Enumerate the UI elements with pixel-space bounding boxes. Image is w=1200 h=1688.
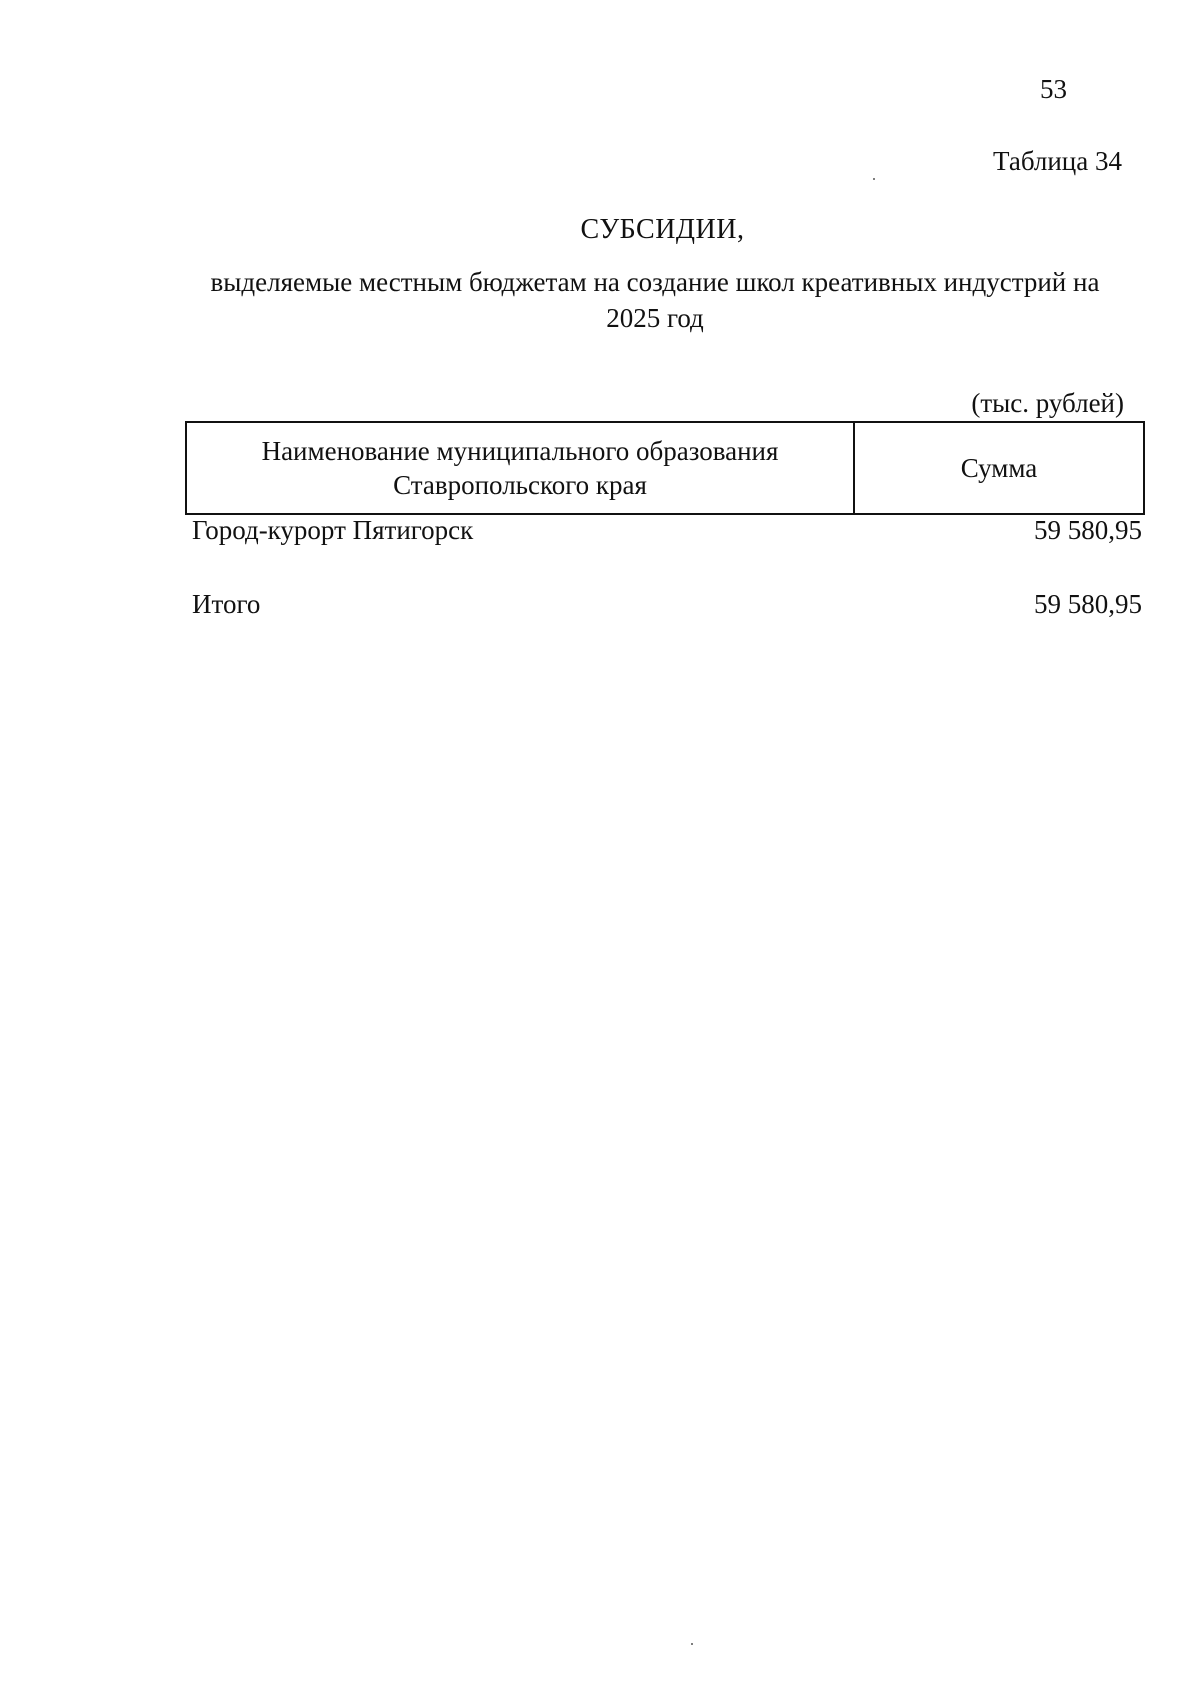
table-header-row <box>186 422 1144 514</box>
table-spacer-row <box>186 561 1144 589</box>
table-label: Таблица 34 <box>993 146 1122 176</box>
units-label: (тыс. рублей) <box>971 388 1124 418</box>
page-number: 53 <box>1040 74 1067 104</box>
total-row <box>186 589 1144 635</box>
row-sum-value: 59 580,95 <box>1034 515 1142 545</box>
total-label: Итого <box>192 589 261 619</box>
table-row <box>186 514 1144 561</box>
column-header-municipality: Наименование муниципального образования Ставропольского края <box>186 422 854 514</box>
spacer-cell <box>186 561 854 589</box>
column-header-sum: Сумма <box>854 422 1144 514</box>
scan-speck <box>873 178 875 180</box>
subsidies-table <box>185 421 1145 635</box>
row-municipality-name: Город-курорт Пятигорск <box>192 515 474 545</box>
document-title: СУБСИДИИ, <box>580 214 745 245</box>
total-sum-value: 59 580,95 <box>1034 589 1142 619</box>
scan-speck <box>691 1643 693 1645</box>
document-subtitle: выделяемые местным бюджетам на создание школ креативных индустрий на 2025 год <box>210 267 1100 333</box>
spacer-cell <box>854 561 1144 589</box>
